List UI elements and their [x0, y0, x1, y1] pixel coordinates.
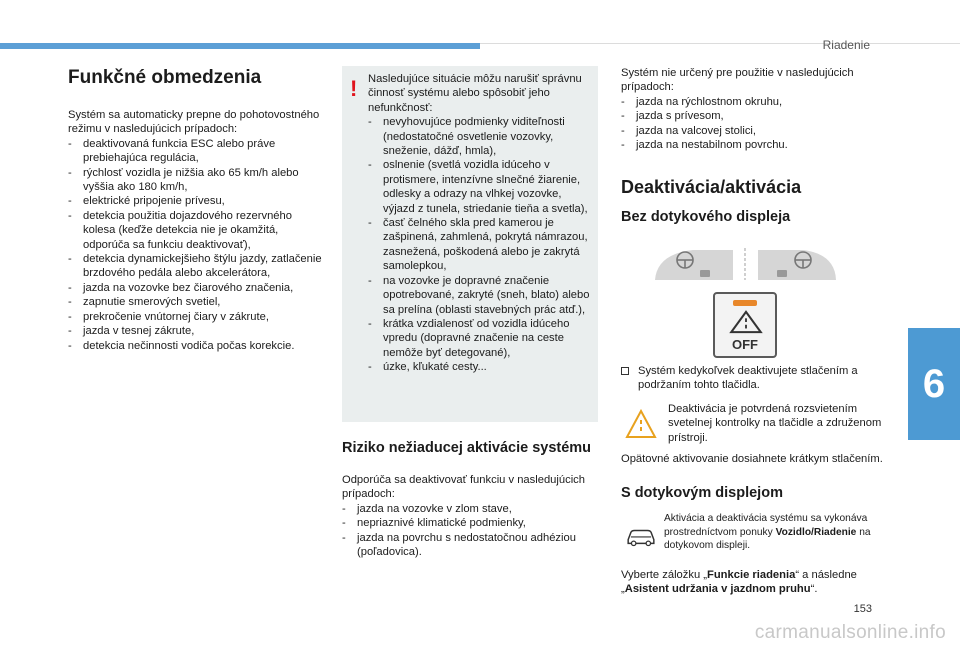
section-label: Riadenie	[822, 38, 870, 52]
list-item: - časť čelného skla pred kamerou je zašpinená, zahmlená, pokrytá námrazou, zasnežená, poškodená alebo je zakrytá samolepkou,	[368, 216, 592, 274]
step-deactivate	[621, 364, 883, 393]
list-item: - jazda na nestabilnom povrchu.	[621, 138, 883, 152]
list-item: - jazda v tesnej zákrute,	[68, 324, 323, 338]
list-item: - úzke, kľukaté cesty...	[368, 360, 592, 374]
confirm-text: Deaktivácia je potvrdená rozsvietením svetelnej kontrolky na tlačidle a združenom prístroji.	[668, 403, 882, 444]
reactivate-text: Opätovné aktivovanie dosiahnete krátkym stlačením.	[621, 453, 883, 465]
limits-column	[68, 66, 323, 353]
touch-note	[664, 512, 878, 553]
off-label: OFF	[732, 337, 758, 352]
list-item: - detekcia použitia dojazdového rezervného kolesa (keďže detekcia nie je okamžitá, odporúča sa funkciu deaktivovať),	[68, 209, 323, 252]
reactivate-note	[621, 452, 883, 466]
list-item: - jazda na valcovej stolici,	[621, 124, 883, 138]
deactivation-title: Deaktivácia/aktivácia	[621, 177, 802, 197]
list-item: - zapnutie smerových svetiel,	[68, 295, 323, 309]
list-item: - deaktivovaná funkcia ESC alebo práve prebiehajúca regulácia,	[68, 137, 323, 166]
dashboard-illustration	[653, 246, 838, 282]
not-intended-section	[621, 66, 883, 152]
list-item: - jazda s prívesom,	[621, 109, 883, 123]
touch-text-post: na dotykovom displeji.	[664, 526, 871, 552]
vehicle-menu-label: Vozidlo/Riadenie	[775, 526, 857, 538]
watermark: carmanualsonline.info	[754, 622, 946, 643]
risk-title: Riziko nežiaducej aktivácie systému	[342, 440, 592, 456]
lane-keep-assist-label: Asistent udržania v jazdnom pruhu	[624, 583, 811, 596]
select-post: “.	[810, 583, 818, 596]
lane-assist-icon	[727, 310, 765, 334]
not-intended-intro: Systém nie určený pre použitie v nasledujúcich prípadoch:	[621, 67, 854, 94]
indicator-lamp	[733, 300, 757, 306]
limits-intro: Systém sa automaticky prepne do pohotovostného režimu v nasledujúcich prípadoch:	[68, 109, 320, 136]
car-icon	[624, 525, 658, 547]
list-item: - elektrické pripojenie prívesu,	[68, 194, 323, 208]
page-number: 153	[853, 603, 872, 615]
no-touch-title: Bez dotykového displeja	[621, 209, 791, 225]
button-marker-left	[700, 270, 710, 277]
touch-text-pre: Aktivácia a deaktivácia systému sa vykonáva prostredníctvom ponuky	[664, 513, 868, 538]
list-item: - jazda na povrchu s nedostatočnou adhéziou (poľadovica).	[342, 531, 598, 560]
risk-intro: Odporúča sa deaktivovať funkciu v nasledujúcich prípadoch:	[342, 474, 586, 501]
step-deactivate-text: Systém kedykoľvek deaktivujete stlačením a podržaním tohto tlačidla.	[638, 365, 858, 392]
risk-list	[342, 502, 598, 560]
warning-text	[368, 72, 592, 375]
square-bullet-icon	[621, 367, 629, 375]
list-item: - prekročenie vnútornej čiary v zákrute,	[68, 310, 323, 324]
list-item: - nevyhovujúce podmienky viditeľnosti (nedostatočné osvetlenie vozovky, sneženie, dážď, hmla),	[368, 115, 592, 158]
warning-intro: Nasledujúce situácie môžu narušiť správnu činnosť systému alebo spôsobiť jeho nefunkčnosť:	[368, 73, 582, 114]
list-item: - nepriaznivé klimatické podmienky,	[342, 516, 598, 530]
tab-driving-functions: Funkcie riadenia	[707, 569, 796, 581]
chapter-tab[interactable]: 6	[908, 328, 960, 440]
lane-warning-lamp-icon	[624, 408, 658, 442]
warning-icon: !	[350, 76, 358, 101]
deactivation-heading	[621, 176, 883, 198]
select-pre: Vyberte záložku „	[621, 569, 708, 581]
limits-list	[68, 137, 323, 353]
button-marker-right	[777, 270, 787, 277]
list-item: - detekcia dynamickejšieho štýlu jazdy, zatlačenie brzdového pedála alebo akcelerátora,	[68, 252, 323, 281]
list-item: - oslnenie (svetlá vozidla idúceho v protismere, intenzívne slnečné žiarenie, odlesky a odrazy na vlhkej vozovke, výjazd z tunela, striedanie tieňa a svetla),	[368, 158, 592, 216]
warning-list	[368, 115, 592, 374]
list-item: - jazda na vozovke bez čiarového značenia,	[68, 281, 323, 295]
limits-title: Funkčné obmedzenia	[68, 67, 262, 88]
lane-assist-off-button[interactable]	[713, 292, 777, 358]
list-item: - rýchlosť vozidla je nižšia ako 65 km/h alebo vyššia ako 180 km/h,	[68, 166, 323, 195]
dashboard-left-panel	[655, 250, 733, 280]
list-item: - na vozovke je dopravné značenie opotrebované, zakryté (sneh, blato) alebo sa prelína (oblasti stavebných prác atď.),	[368, 274, 592, 317]
header-bar	[0, 43, 480, 49]
select-note	[621, 568, 883, 597]
header-line	[480, 43, 960, 44]
list-item: - detekcia nečinnosti vodiča počas korekcie.	[68, 339, 323, 353]
risk-section	[342, 440, 598, 559]
list-item: - jazda na vozovke v zlom stave,	[342, 502, 598, 516]
select-mid: “ a následne „	[621, 569, 857, 596]
touch-heading	[621, 485, 883, 502]
confirm-note	[668, 402, 882, 445]
list-item: - krátka vzdialenosť od vozidla idúceho vpredu (dopravné značenie na ceste nemôže byť detegované),	[368, 317, 592, 360]
no-touch-heading	[621, 209, 883, 226]
list-item: - jazda na rýchlostnom okruhu,	[621, 95, 883, 109]
not-intended-list	[621, 95, 883, 153]
touch-title: S dotykovým displejom	[621, 485, 783, 501]
